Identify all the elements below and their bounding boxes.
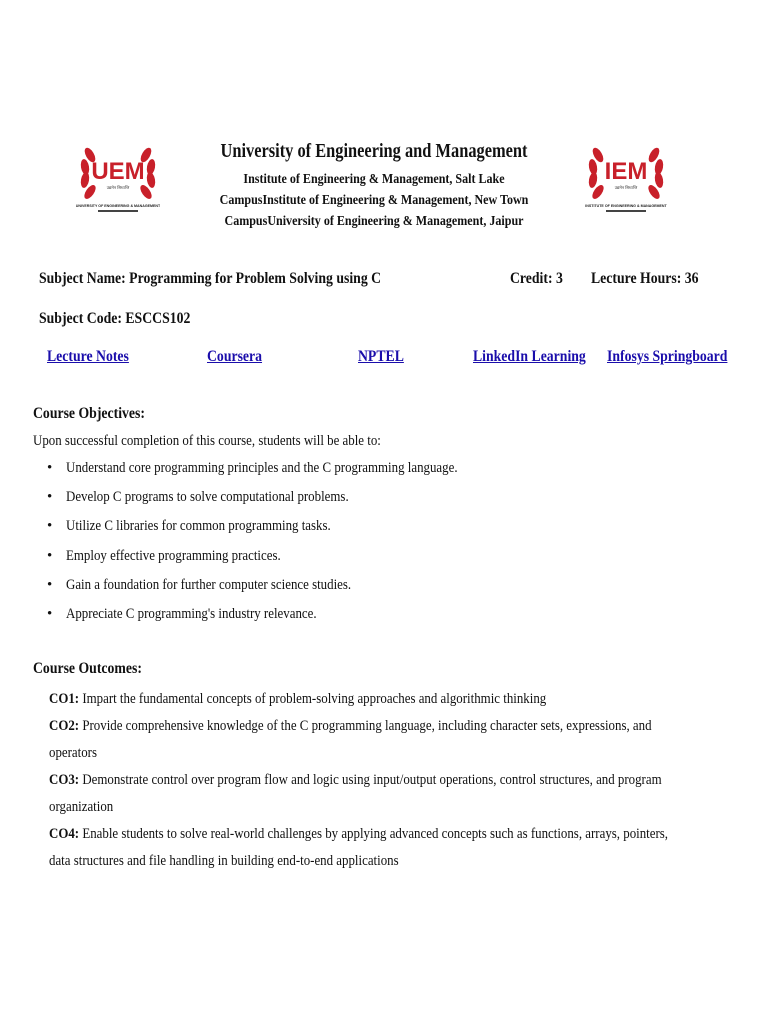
subject-code: Subject Code: ESCCS102	[39, 310, 191, 327]
link-linkedin-learning[interactable]: LinkedIn Learning	[473, 348, 586, 365]
bullet-icon: •	[47, 518, 53, 535]
outcome-co1: CO1: Impart the fundamental concepts of problem-solving approaches and algorithmic thinking	[49, 691, 547, 707]
lecture-hours: Lecture Hours: 36	[591, 270, 699, 287]
outcome-co4: CO4: Enable students to solve real-world challenges by applying advanced concepts such as functions, arrays, pointers, data structures and file handling in building end-to-end applications	[49, 826, 669, 869]
svg-text:INSTITUTE OF ENGINEERING & MAN: INSTITUTE OF ENGINEERING & MANAGEMENT	[585, 204, 667, 208]
institute-subtitle: Institute of Engineering & Management, Salt Lake CampusInstitute of Engineering & Management, New Town CampusUniversity of Engineering & Management, Jaipur	[219, 172, 529, 229]
uem-logo-icon	[76, 135, 160, 219]
objectives-heading: Course Objectives:	[33, 405, 145, 422]
outcome-co3: CO3: Demonstrate control over program flow and logic using input/output operations, control structures, and program organization	[49, 772, 662, 815]
svg-text:उद्यमेन सिध्यन्ति: उद्यमेन सिध्यन्ति	[614, 185, 638, 190]
link-lecture-notes[interactable]: Lecture Notes	[47, 348, 129, 365]
bullet-icon: •	[47, 460, 53, 476]
bullet-icon: •	[47, 547, 53, 564]
bullet-icon: •	[47, 489, 53, 506]
subject-credit: Credit: 3	[510, 270, 563, 287]
objectives-intro: Upon successful completion of this course, students will be able to:	[33, 433, 381, 449]
resource-links	[0, 348, 768, 372]
link-nptel[interactable]: NPTEL	[358, 348, 404, 365]
svg-text:IEM: IEM	[604, 158, 648, 185]
svg-text:UEM: UEM	[91, 158, 145, 185]
document-header	[0, 135, 768, 245]
bullet-icon: •	[47, 576, 53, 593]
link-coursera[interactable]: Coursera	[207, 348, 263, 365]
header-text-block	[185, 140, 563, 232]
outcome-co2: CO2: Provide comprehensive knowledge of the C programming language, including character sets, expressions, and operators	[49, 718, 652, 761]
iem-logo-icon	[584, 135, 668, 219]
university-title: University of Engineering and Management	[220, 140, 528, 162]
svg-text:उद्यमेन सिध्यन्ति: उद्यमेन सिध्यन्ति	[106, 185, 130, 190]
link-infosys-springboard[interactable]: Infosys Springboard	[607, 348, 728, 365]
bullet-icon: •	[47, 605, 53, 622]
subject-name: Subject Name: Programming for Problem Solving using C	[39, 270, 382, 287]
svg-text:UNIVERSITY OF ENGINEERING & MA: UNIVERSITY OF ENGINEERING & MANAGEMENT	[76, 204, 160, 208]
outcomes-heading: Course Outcomes:	[33, 660, 142, 677]
